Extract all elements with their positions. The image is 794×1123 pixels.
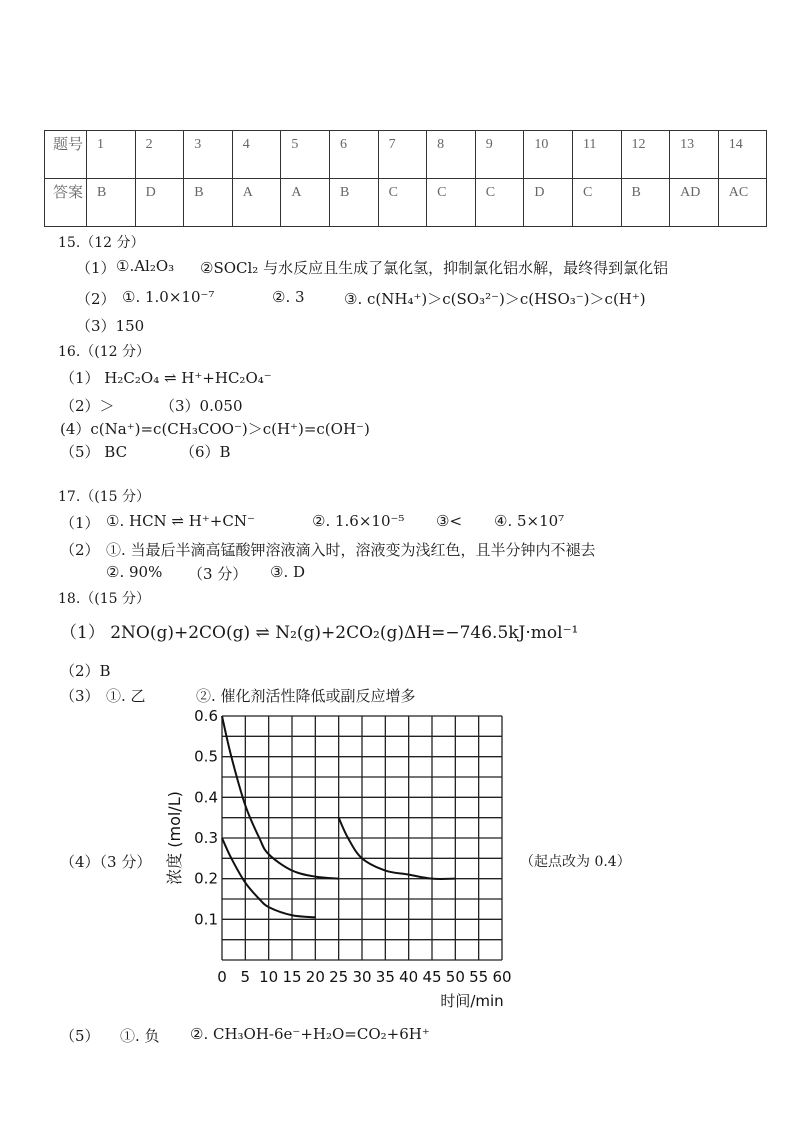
table-cell-answer: A bbox=[281, 179, 330, 227]
q18-part5-answer-a: ①. 负 bbox=[120, 1027, 160, 1045]
table-cell-number: 12 bbox=[621, 131, 670, 179]
series-line-3 bbox=[339, 818, 456, 879]
q16-title: 16.（(12 分） bbox=[58, 344, 150, 360]
q18-part5-label: （5） bbox=[60, 1027, 100, 1045]
q16-part6: （6）B bbox=[180, 443, 231, 461]
table-cell-number: 13 bbox=[670, 131, 719, 179]
q18-part5-answer-b: ②. CH₃OH-6e⁻+H₂O=CO₂+6H⁺ bbox=[190, 1025, 430, 1043]
table-cell-answer: A bbox=[232, 179, 281, 227]
table-cell-answer: C bbox=[427, 179, 476, 227]
q16-part1: （1） H₂C₂O₄ ⇌ H⁺+HC₂O₄⁻ bbox=[60, 369, 272, 387]
x-tick-label: 5 bbox=[240, 968, 251, 986]
x-tick-label: 15 bbox=[282, 968, 302, 986]
q18-part3-answer-a: ①. 乙 bbox=[106, 687, 146, 705]
x-tick-label: 30 bbox=[352, 968, 372, 986]
q17-title: 17.（(15 分） bbox=[58, 489, 150, 505]
q18-part4-note: （起点改为 0.4） bbox=[520, 854, 631, 870]
table-cell-answer: C bbox=[475, 179, 524, 227]
q18-part1: （1） 2NO(g)+2CO(g) ⇌ N₂(g)+2CO₂(g)ΔH=−746.5kJ·mol⁻¹ bbox=[60, 623, 579, 643]
table-cell-number: 8 bbox=[427, 131, 476, 179]
q18-part2: （2）B bbox=[60, 662, 111, 680]
table-cell-number: 10 bbox=[524, 131, 573, 179]
table-cell-answer: D bbox=[135, 179, 184, 227]
table-cell-answer: B bbox=[87, 179, 136, 227]
x-axis-label: 时间/min bbox=[440, 992, 504, 1010]
q17-part2-label: （2） bbox=[60, 541, 100, 559]
answer-table-answer-row bbox=[45, 179, 767, 227]
x-tick-label: 55 bbox=[469, 968, 489, 986]
x-tick-label: 10 bbox=[259, 968, 279, 986]
table-cell-number: 1 bbox=[87, 131, 136, 179]
table-cell-number: 5 bbox=[281, 131, 330, 179]
table-cell-number: 4 bbox=[232, 131, 281, 179]
x-tick-label: 20 bbox=[305, 968, 325, 986]
y-tick-label: 0.2 bbox=[194, 869, 218, 888]
answer-table-number-row bbox=[45, 131, 767, 179]
table-header-question-number: 题号 bbox=[45, 131, 87, 179]
table-cell-answer: B bbox=[329, 179, 378, 227]
q15-part2-answer-a: ①. 1.0×10⁻⁷ bbox=[122, 288, 215, 306]
answer-table bbox=[44, 130, 767, 227]
q18-part3-label: （3） bbox=[60, 687, 100, 705]
q17-part1-answer-d: ④. 5×10⁷ bbox=[494, 512, 565, 530]
concentration-time-chart bbox=[150, 700, 540, 1020]
x-tick-label: 25 bbox=[329, 968, 349, 986]
x-tick-label: 40 bbox=[399, 968, 419, 986]
q16-part4: (4）c(Na⁺)=c(CH₃COO⁻)＞c(H⁺)=c(OH⁻) bbox=[60, 420, 370, 438]
q17-part1-answer-b: ②. 1.6×10⁻⁵ bbox=[312, 512, 405, 530]
table-cell-number: 9 bbox=[475, 131, 524, 179]
q15-part3: （3）150 bbox=[76, 317, 145, 335]
table-cell-answer: AC bbox=[718, 179, 767, 227]
table-cell-number: 6 bbox=[329, 131, 378, 179]
y-axis-label: 浓度 (mol/L) bbox=[165, 791, 184, 885]
q17-part2-answer-a: ①. 当最后半滴高锰酸钾溶液滴入时，溶液变为浅红色，且半分钟内不褪去 bbox=[106, 541, 596, 559]
q17-part2-answer-b: ②. 90% bbox=[106, 563, 163, 581]
q15-part2-answer-c: ③. c(NH₄⁺)＞c(SO₃²⁻)＞c(HSO₃⁻)＞c(H⁺) bbox=[344, 290, 646, 308]
table-cell-number: 2 bbox=[135, 131, 184, 179]
q15-part2-answer-b: ②. 3 bbox=[272, 288, 305, 306]
q15-part1-answer-a: ①.Al₂O₃ bbox=[116, 257, 175, 275]
table-cell-answer: AD bbox=[670, 179, 719, 227]
x-tick-label: 60 bbox=[492, 968, 512, 986]
y-tick-label: 0.4 bbox=[194, 788, 218, 807]
q18-part4: （4）（3 分） bbox=[60, 853, 152, 871]
q15-part2-label: （2） bbox=[76, 290, 116, 308]
x-tick-label: 0 bbox=[217, 968, 227, 986]
table-header-answer: 答案 bbox=[45, 179, 87, 227]
table-cell-answer: D bbox=[524, 179, 573, 227]
table-cell-number: 7 bbox=[378, 131, 427, 179]
table-cell-number: 3 bbox=[184, 131, 233, 179]
q15-part1-label: （1） bbox=[76, 259, 116, 277]
q17-part2-note: （3 分） bbox=[188, 565, 248, 583]
q16-part5: （5） BC bbox=[60, 443, 128, 461]
table-cell-answer: C bbox=[378, 179, 427, 227]
q16-part2: （2）＞ bbox=[60, 397, 115, 415]
table-cell-answer: B bbox=[621, 179, 670, 227]
y-tick-label: 0.1 bbox=[194, 910, 218, 929]
table-cell-number: 11 bbox=[572, 131, 621, 179]
q17-part1-label: （1） bbox=[60, 514, 100, 532]
x-tick-label: 35 bbox=[375, 968, 395, 986]
x-tick-label: 45 bbox=[422, 968, 442, 986]
table-cell-number: 14 bbox=[718, 131, 767, 179]
q18-part3-answer-b: ②. 催化剂活性降低或副反应增多 bbox=[196, 687, 416, 705]
q15-part1-answer-b: ②SOCl₂ 与水反应且生成了氯化氢，抑制氯化铝水解，最终得到氯化铝 bbox=[200, 259, 669, 277]
y-tick-label: 0.3 bbox=[194, 829, 218, 847]
q16-part3: （3）0.050 bbox=[160, 397, 243, 415]
q17-part1-answer-c: ③< bbox=[436, 512, 463, 530]
y-tick-label: 0.5 bbox=[194, 747, 218, 766]
q17-part2-answer-c: ③. D bbox=[270, 563, 306, 581]
q17-part1-answer-a: ①. HCN ⇌ H⁺+CN⁻ bbox=[106, 512, 255, 530]
x-tick-label: 50 bbox=[445, 968, 465, 986]
table-cell-answer: C bbox=[572, 179, 621, 227]
y-tick-label: 0.6 bbox=[194, 707, 218, 725]
table-cell-answer: B bbox=[184, 179, 233, 227]
q15-title: 15.（12 分） bbox=[58, 235, 145, 251]
q18-title: 18.（(15 分） bbox=[58, 591, 150, 607]
